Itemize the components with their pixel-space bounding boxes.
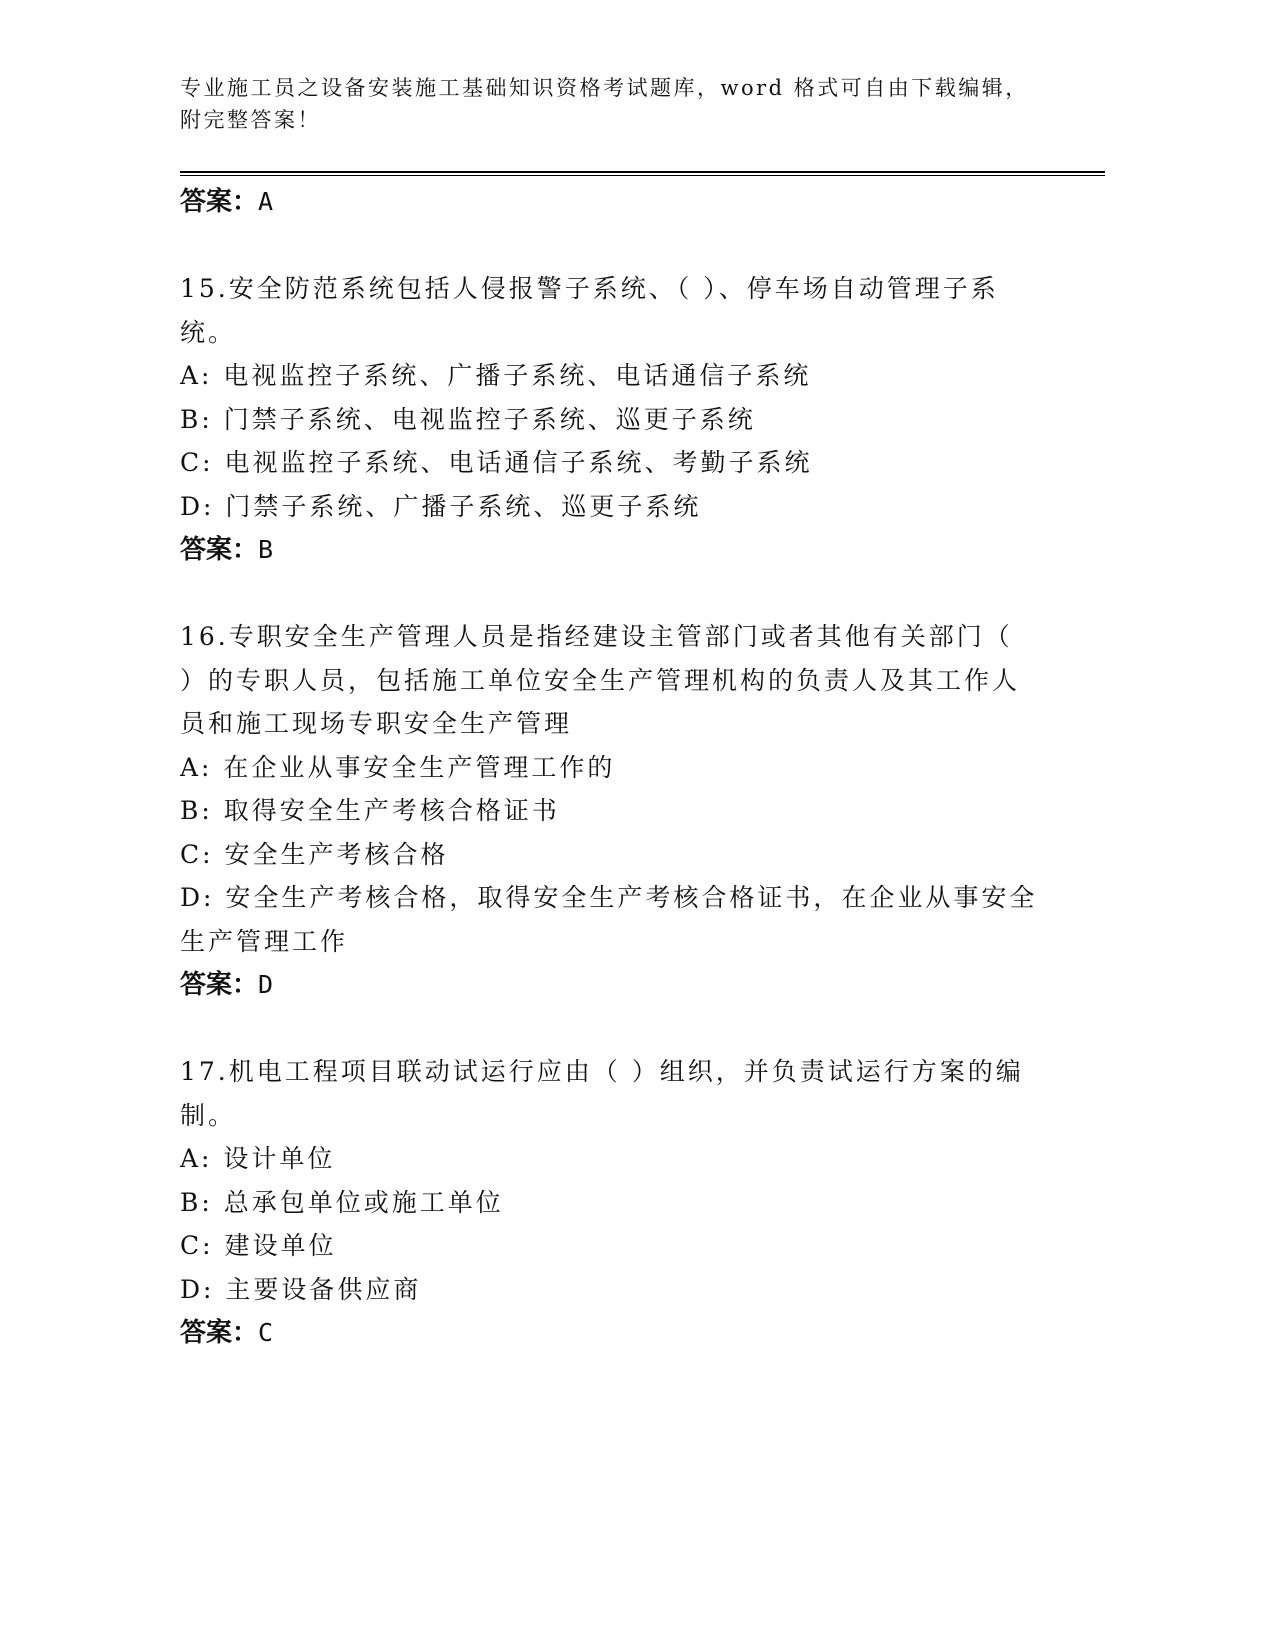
answer-value: B (258, 535, 274, 564)
option-line: C: 电视监控子系统、电话通信子系统、考勤子系统 (180, 448, 813, 477)
option-line: C: 安全生产考核合格 (180, 839, 449, 869)
answer-value: C (258, 1318, 274, 1347)
answer-line (180, 528, 1120, 572)
option-a (180, 746, 1120, 790)
question-stem (180, 1050, 1120, 1137)
answer-line (180, 1311, 1120, 1355)
option-d (180, 876, 1120, 963)
option-a (180, 1137, 1120, 1181)
option-c (180, 1224, 1120, 1268)
answer-label: 答案： (180, 535, 259, 565)
option-line: A: 设计单位 (180, 1144, 336, 1173)
question-list (180, 180, 1120, 1398)
answer-label: 答案： (180, 970, 259, 1000)
stem-line: 15.安全防范系统包括人侵报警子系统、（ ）、停车场自动管理子系 (180, 274, 999, 303)
option-line: D: 门禁子系统、广播子系统、巡更子系统 (180, 491, 702, 521)
option-line: D: 安全生产考核合格，取得安全生产考核合格证书，在企业从事安全 (180, 883, 1038, 912)
option-b (180, 789, 1120, 833)
option-c (180, 833, 1120, 877)
question-16 (180, 615, 1120, 1007)
option-line: 生产管理工作 (180, 926, 349, 956)
question-stem (180, 615, 1120, 746)
option-b (180, 398, 1120, 442)
answer-line (180, 963, 1120, 1007)
answer-label: 答案： (180, 1318, 259, 1348)
stem-line: 16.专职安全生产管理人员是指经建设主管部门或者其他有关部门（ (180, 622, 1013, 651)
stem-line: 统。 (180, 317, 237, 347)
answer-value: D (258, 970, 274, 999)
option-line: B: 取得安全生产考核合格证书 (180, 796, 560, 825)
option-line: D: 主要设备供应商 (180, 1274, 422, 1304)
answer-value: A (258, 187, 274, 216)
option-d (180, 485, 1120, 529)
option-line: A: 电视监控子系统、广播子系统、电话通信子系统 (180, 361, 812, 390)
option-line: A: 在企业从事安全生产管理工作的 (180, 752, 616, 782)
option-line: B: 总承包单位或施工单位 (180, 1187, 504, 1217)
answer-line (180, 180, 1120, 224)
stem-line: 制。 (180, 1100, 237, 1130)
option-line: C: 建设单位 (180, 1231, 337, 1260)
header-line: 附完整答案！ (180, 108, 321, 132)
question-17 (180, 1050, 1120, 1355)
question-stem (180, 267, 1120, 354)
option-b (180, 1181, 1120, 1225)
header-line: 专业施工员之设备安装施工基础知识资格考试题库，word 格式可自由下载编辑， (180, 76, 1029, 100)
header-divider (180, 171, 1105, 176)
document-header (180, 72, 1029, 136)
question-15 (180, 267, 1120, 572)
option-d (180, 1268, 1120, 1312)
option-c (180, 441, 1120, 485)
answer-label: 答案： (180, 187, 259, 217)
stem-line: 17.机电工程项目联动试运行应由（ ）组织，并负责试运行方案的编 (180, 1057, 1024, 1086)
option-a (180, 354, 1120, 398)
stem-line: 员和施工现场专职安全生产管理 (180, 709, 573, 738)
option-line: B: 门禁子系统、电视监控子系统、巡更子系统 (180, 404, 756, 434)
stem-line: ）的专职人员，包括施工单位安全生产管理机构的负责人及其工作人 (180, 665, 1021, 695)
